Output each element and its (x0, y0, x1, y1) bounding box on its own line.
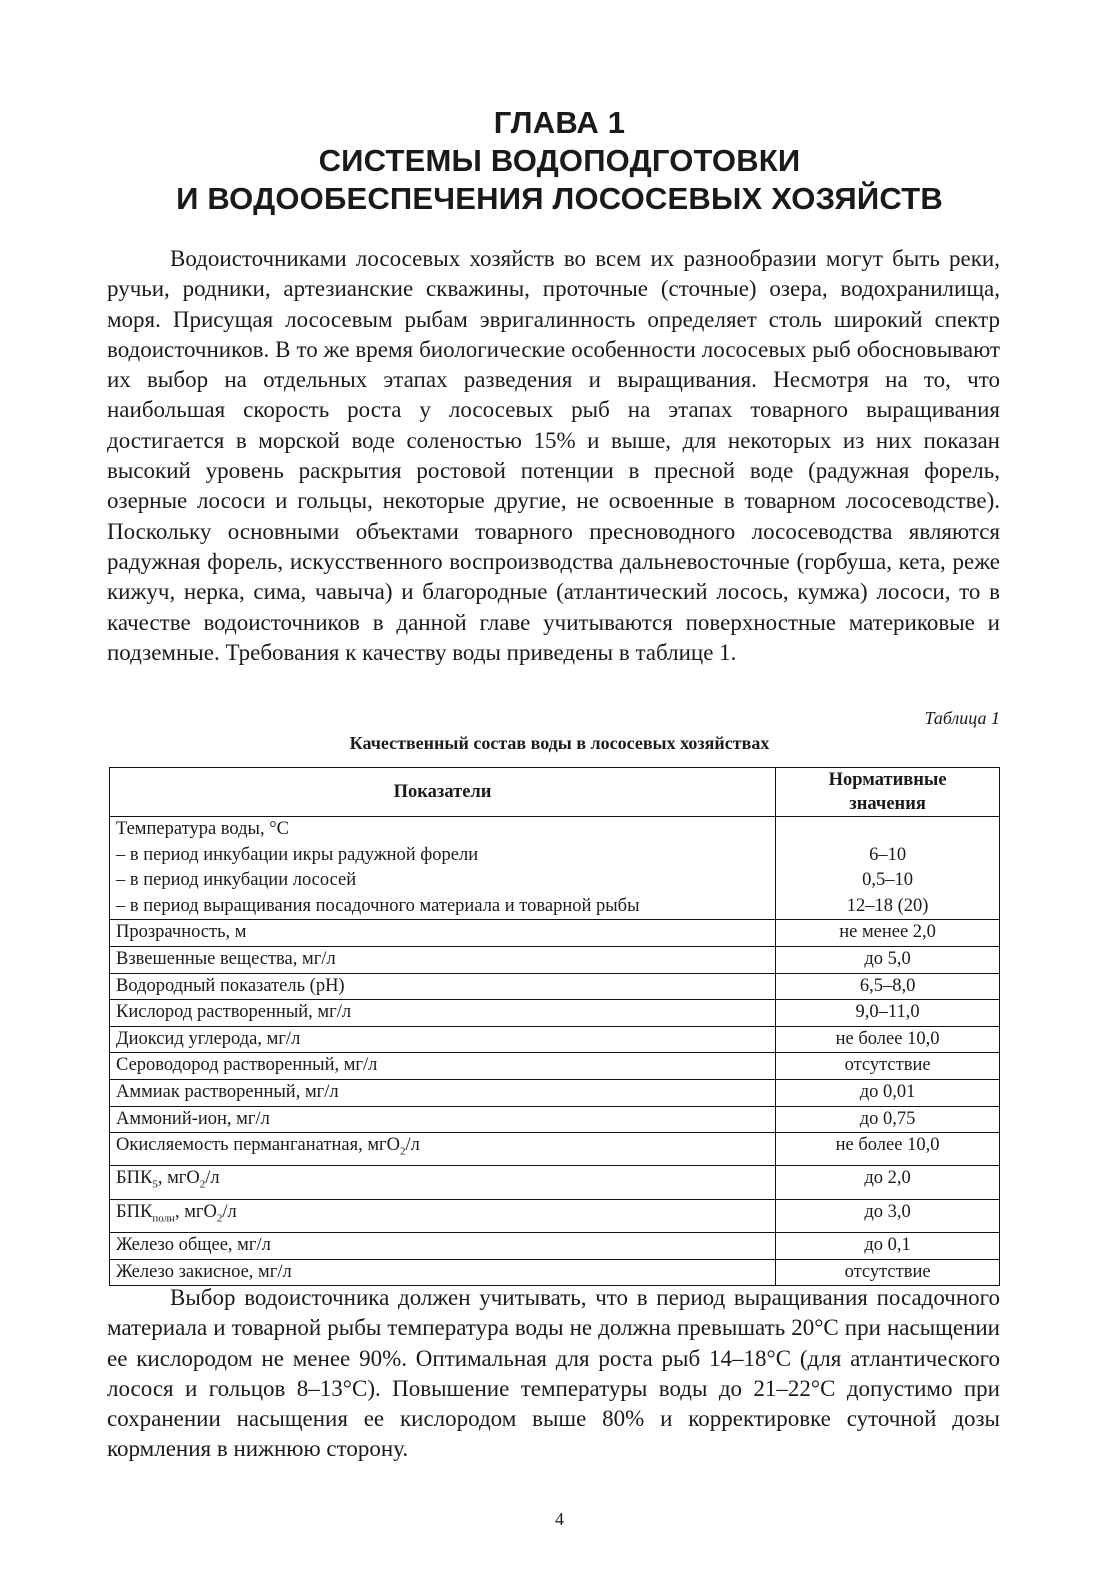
chapter-heading (0, 104, 1119, 218)
page-number: 4 (555, 1509, 564, 1529)
table-row (110, 920, 1000, 947)
label-text: /л (222, 1201, 237, 1222)
temperature-sub-label: – в период выращивания посадочного материала и товарной рыбы (116, 895, 640, 916)
label-subscript: 2 (216, 1212, 223, 1225)
table-row (110, 973, 1000, 1000)
table-label: Таблица 1 (924, 708, 1000, 728)
row-value: до 2,0 (776, 1166, 1000, 1199)
row-label: Взвешенные вещества, мг/л (110, 946, 776, 973)
table-row (110, 1106, 1000, 1133)
header-indicators: Показатели (110, 768, 776, 817)
closing-paragraph: Выбор водоисточника должен учитывать, что в период выращивания посадочного материала и товарной рыбы температура воды не должна превышать 20°С при насыщении ее кислородом не менее 90%. Оптимальная для роста рыб 14–18°С (для атлантического лосося и гольцов 8–13°С). Повышение температуры воды до 21–22°С допустимо при сохранении насыщения ее кислородом выше 80% и корректировке суточной дозы кормления в нижнюю сторону. (107, 1285, 1000, 1462)
row-label: Диоксид углерода, мг/л (110, 1026, 776, 1053)
row-label (110, 1199, 776, 1232)
row-value: не более 10,0 (776, 1133, 1000, 1166)
label-text: БПК (116, 1201, 153, 1222)
table-row (110, 1026, 1000, 1053)
table-title: Качественный состав воды в лососевых хозяйствах (349, 733, 770, 753)
temperature-value: 12–18 (20) (846, 895, 929, 916)
label-text: , мгО (174, 1201, 217, 1222)
table-row (110, 1053, 1000, 1080)
row-label (110, 1166, 776, 1199)
row-value: не менее 2,0 (776, 920, 1000, 947)
row-value: 9,0–11,0 (776, 1000, 1000, 1027)
table-row-bpk5 (110, 1166, 1000, 1199)
row-label: Аммиак растворенный, мг/л (110, 1079, 776, 1106)
chapter-number: ГЛАВА 1 (493, 105, 626, 140)
header-normative-values (776, 768, 1000, 817)
row-value: 6,5–8,0 (776, 973, 1000, 1000)
table-row (110, 1079, 1000, 1106)
row-label: Аммоний-ион, мг/л (110, 1106, 776, 1133)
table-row-temperature (110, 817, 1000, 920)
intro-paragraph: Водоисточниками лососевых хозяйств во всем их разнообразии могут быть реки, ручьи, родники, артезианские скважины, проточные (сточные) озера, водохранилища, моря. Присущая лососевым рыбам эвригалинность определяет столь широкий спектр водоисточников. В то же время биологические особенности лососевых рыб обосновывают их выбор на отдельных этапах разведения и выращивания. Несмотря на то, что наибольшая скорость роста у лососевых рыб на этапах товарного выращивания достигается в морской воде соленостью 15% и выше, для некоторых из них показан высокий уровень раскрытия ростовой потенции в пресной воде (радужная форель, озерные лососи и гольцы, некоторые другие, не освоенные в товарном лососеводстве). Поскольку основными объектами товарного пресноводного лососеводства являются радужная форель, искусственного воспроизводства дальневосточные (горбуша, кета, реже кижуч, нерка, сима, чавыча) и благородные (атлантический лосось, кумжа) лососи, то в качестве водоисточников в данной главе учитываются поверхностные материковые и подземные. Требования к качеству воды приведены в таблице 1. (107, 246, 1000, 665)
row-label: Железо закисное, мг/л (110, 1259, 776, 1286)
table-row (110, 1000, 1000, 1027)
header-normative-line-1: Нормативные (828, 770, 947, 790)
row-value: отсутствие (776, 1259, 1000, 1286)
row-value: до 5,0 (776, 946, 1000, 973)
row-label: Железо общее, мг/л (110, 1232, 776, 1259)
row-value: до 0,75 (776, 1106, 1000, 1133)
label-subscript: 2 (199, 1179, 206, 1192)
chapter-title-line-2: И ВОДООБЕСПЕЧЕНИЯ ЛОСОСЕВЫХ ХОЗЯЙСТВ (176, 181, 943, 216)
row-value: не более 10,0 (776, 1026, 1000, 1053)
table-row-oxidizability (110, 1133, 1000, 1166)
label-subscript: полн (152, 1212, 175, 1225)
label-text: Окисляемость перманганатная, мгО (116, 1135, 401, 1156)
temperature-title: Температура воды, °С (116, 819, 289, 839)
row-value: до 3,0 (776, 1199, 1000, 1232)
label-subscript: 2 (400, 1145, 406, 1158)
label-subscript: 5 (152, 1179, 158, 1192)
temperature-sub-label: – в период инкубации лососей (116, 870, 357, 891)
table-row (110, 1232, 1000, 1259)
label-text: БПК (116, 1168, 153, 1189)
water-quality-table (109, 767, 1000, 1286)
temperature-value: 0,5–10 (862, 870, 913, 891)
table-row-bpk-full (110, 1199, 1000, 1232)
table-header-row (110, 768, 1000, 817)
chapter-title-line-1: СИСТЕМЫ ВОДОПОДГОТОВКИ (318, 143, 801, 178)
row-value: до 0,1 (776, 1232, 1000, 1259)
label-text: /л (405, 1135, 420, 1156)
label-text: , мгО (157, 1168, 200, 1189)
row-label: Водородный показатель (рН) (110, 973, 776, 1000)
header-normative-line-2: значения (849, 794, 926, 814)
row-value: до 0,01 (776, 1079, 1000, 1106)
row-label: Кислород растворенный, мг/л (110, 1000, 776, 1027)
temperature-labels (110, 817, 776, 920)
row-value: отсутствие (776, 1053, 1000, 1080)
temperature-value: 6–10 (869, 844, 907, 865)
label-text: /л (205, 1168, 220, 1189)
table-row (110, 946, 1000, 973)
row-label: Сероводород растворенный, мг/л (110, 1053, 776, 1080)
row-label (110, 1133, 776, 1166)
row-label: Прозрачность, м (110, 920, 776, 947)
temperature-sub-label: – в период инкубации икры радужной форели (116, 844, 479, 865)
table-row (110, 1259, 1000, 1286)
temperature-values (776, 817, 1000, 920)
